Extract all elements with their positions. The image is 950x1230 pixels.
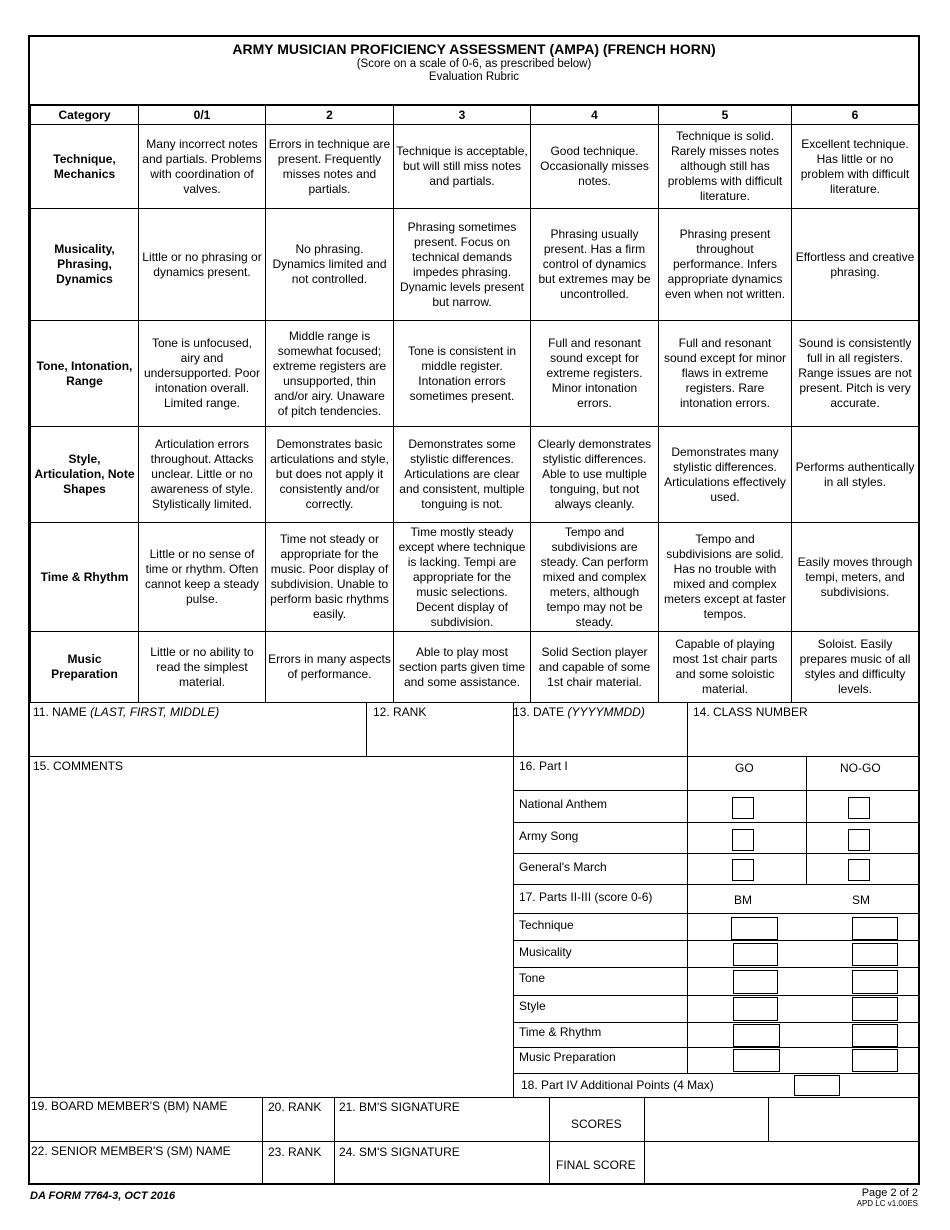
page-number: Page 2 of 2 <box>861 1187 918 1199</box>
divider <box>513 940 919 941</box>
sm-name-label: 22. SENIOR MEMBER'S (SM) NAME <box>31 1144 231 1158</box>
sm-name-input[interactable] <box>30 1159 260 1183</box>
rubric-cell: Demonstrates basic articulations and style, but does not apply it consistently and/or correctly. <box>266 427 394 523</box>
rubric-header-row <box>31 106 919 125</box>
divider <box>262 1097 263 1185</box>
divider <box>513 1047 919 1048</box>
divider <box>549 1097 550 1185</box>
table-row <box>31 125 919 209</box>
bm-score-style[interactable] <box>733 997 778 1021</box>
rubric-cell: Errors in technique are present. Frequently misses notes and partials. <box>266 125 394 209</box>
divider <box>29 756 919 757</box>
rubric-cell: Easily moves through tempi, meters, and subdivisions. <box>792 523 919 632</box>
table-row <box>31 632 919 703</box>
table-row <box>31 523 919 632</box>
nogo-header: NO-GO <box>840 761 881 775</box>
nogo-checkbox-national-anthem[interactable] <box>848 797 870 819</box>
rubric-cell: Time not steady or appropriate for the music. Poor display of subdivision. Unable to perform basic rhythms easily. <box>266 523 394 632</box>
divider <box>513 822 919 823</box>
rubric-cell: Soloist. Easily prepares music of all styles and difficulty levels. <box>792 632 919 703</box>
final-score-input[interactable] <box>646 1143 918 1183</box>
bm-score-total[interactable] <box>646 1099 767 1140</box>
rubric-cell: Able to play most section parts given time and some assistance. <box>394 632 531 703</box>
column-header: 6 <box>792 106 919 125</box>
divider <box>513 884 919 885</box>
divider <box>768 1097 769 1141</box>
bm-header: BM <box>734 893 752 907</box>
category-cell: Time & Rhythm <box>31 523 139 632</box>
form-header <box>30 37 918 105</box>
rubric-cell: Tempo and subdivisions are steady. Can perform mixed and complex meters, although tempo may not be steady. <box>531 523 659 632</box>
rubric-cell: Tone is unfocused, airy and undersupported. Poor intonation overall. Limited range. <box>139 321 266 427</box>
divider <box>513 853 919 854</box>
sm-signature-field[interactable] <box>336 1159 548 1183</box>
column-header: Category <box>31 106 139 125</box>
category-cell: Tone, Intonation, Range <box>31 321 139 427</box>
rubric-cell: Phrasing sometimes present. Focus on technical demands impedes phrasing. Dynamic levels present but narrow. <box>394 209 531 321</box>
name-hint: (LAST, FIRST, MIDDLE) <box>90 705 220 719</box>
parts23-item-style: Style <box>519 999 546 1013</box>
bm-score-time-rhythm[interactable] <box>733 1024 780 1047</box>
go-header: GO <box>735 761 754 775</box>
page-info <box>857 1187 918 1208</box>
rubric-cell: No phrasing. Dynamics limited and not controlled. <box>266 209 394 321</box>
sm-score-tone[interactable] <box>852 970 898 994</box>
sm-score-musicality[interactable] <box>852 943 898 966</box>
bm-rank-label: 20. RANK <box>268 1100 322 1114</box>
divider <box>29 1141 549 1142</box>
date-label: 13. DATE <box>513 705 565 719</box>
divider <box>513 1073 919 1074</box>
table-row <box>31 321 919 427</box>
nogo-checkbox-army-song[interactable] <box>848 829 870 851</box>
column-header: 5 <box>659 106 792 125</box>
rubric-cell: Solid Section player and capable of some 1st chair material. <box>531 632 659 703</box>
form-id: DA FORM 7764-3, OCT 2016 <box>30 1190 176 1202</box>
rubric-cell: Demonstrates many stylistic differences. Articulations effectively used. <box>659 427 792 523</box>
sm-rank-input[interactable] <box>264 1159 333 1183</box>
date-field-label <box>513 705 645 719</box>
rubric-cell: Little or no sense of time or rhythm. Often cannot keep a steady pulse. <box>139 523 266 632</box>
rubric-cell: Errors in many aspects of performance. <box>266 632 394 703</box>
go-checkbox-army-song[interactable] <box>732 829 754 851</box>
divider <box>366 703 367 757</box>
sm-score-total[interactable] <box>770 1099 918 1140</box>
rank-label: 12. RANK <box>373 705 427 719</box>
parts23-item-tone: Tone <box>519 971 546 985</box>
divider <box>334 1097 335 1185</box>
divider <box>687 703 688 1073</box>
category-cell: Style, Articulation, Note Shapes <box>31 427 139 523</box>
bm-score-music-preparation[interactable] <box>733 1049 780 1072</box>
name-label: 11. NAME <box>33 705 87 719</box>
name-field-label <box>33 705 219 719</box>
rubric-cell: Technique is solid. Rarely misses notes although still has problems with difficult literature. <box>659 125 792 209</box>
rubric-cell: Good technique. Occasionally misses notes. <box>531 125 659 209</box>
bm-name-label: 19. BOARD MEMBER'S (BM) NAME <box>31 1099 228 1113</box>
parts23-label: 17. Parts II-III (score 0-6) <box>519 890 653 904</box>
part1-item-national-anthem: National Anthem <box>519 797 608 811</box>
column-header: 0/1 <box>139 106 266 125</box>
rubric-cell: Phrasing usually present. Has a firm control of dynamics but extremes may be uncontrolled. <box>531 209 659 321</box>
rubric-cell: Sound is consistently full in all registers. Range issues are not present. Pitch is very accurate. <box>792 321 919 427</box>
date-input[interactable] <box>515 720 685 754</box>
final-score-label: FINAL SCORE <box>556 1158 636 1172</box>
rubric-cell: Technique is acceptable, but will still miss notes and partials. <box>394 125 531 209</box>
divider <box>29 1097 919 1098</box>
part4-points-input[interactable] <box>794 1075 840 1096</box>
rubric-cell: Excellent technique. Has little or no problem with difficult literature. <box>792 125 919 209</box>
bm-signature-label: 21. BM'S SIGNATURE <box>339 1100 460 1114</box>
part1-label: 16. Part I <box>519 759 568 773</box>
rubric-cell: Articulation errors throughout. Attacks unclear. Little or no awareness of style. Stylistically limited. <box>139 427 266 523</box>
rubric-cell: Full and resonant sound except for minor flaws in extreme registers. Rare intonation errors. <box>659 321 792 427</box>
form-version: APD LC v1.00ES <box>856 1199 918 1208</box>
category-cell: Technique, Mechanics <box>31 125 139 209</box>
sm-rank-label: 23. RANK <box>268 1145 322 1159</box>
rubric-cell: Effortless and creative phrasing. <box>792 209 919 321</box>
divider <box>513 967 919 968</box>
rubric-cell: Demonstrates some stylistic differences. Articulations are clear and consistent, multiple tonguing is not. <box>394 427 531 523</box>
go-checkbox-national-anthem[interactable] <box>732 797 754 819</box>
bm-score-tone[interactable] <box>733 970 778 994</box>
rubric-cell: Tone is consistent in middle register. Intonation errors sometimes present. <box>394 321 531 427</box>
class-number-input[interactable] <box>689 720 917 754</box>
rubric-cell: Time mostly steady except where technique is lacking. Tempi are appropriate for the music selections. Decent display of subdivision. <box>394 523 531 632</box>
rubric-table <box>30 105 919 703</box>
form-subtitle: (Score on a scale of 0-6, as prescribed below) <box>356 58 592 70</box>
name-input[interactable] <box>30 720 364 754</box>
sm-header: SM <box>852 893 870 907</box>
bm-score-musicality[interactable] <box>733 943 778 966</box>
sm-score-technique[interactable] <box>852 917 898 940</box>
comments-input[interactable] <box>30 775 510 1095</box>
divider <box>513 913 919 914</box>
rubric-cell: Full and resonant sound except for extreme registers. Minor intonation errors. <box>531 321 659 427</box>
go-checkbox-generals-march[interactable] <box>732 859 754 881</box>
rubric-cell: Tempo and subdivisions are solid. Has no trouble with mixed and complex meters except at faster tempos. <box>659 523 792 632</box>
divider <box>513 995 919 996</box>
parts23-item-music-preparation: Music Preparation <box>519 1050 616 1064</box>
table-row <box>31 209 919 321</box>
sm-score-style[interactable] <box>852 997 898 1021</box>
bm-name-input[interactable] <box>30 1114 260 1140</box>
column-header: 2 <box>266 106 394 125</box>
form-title: ARMY MUSICIAN PROFICIENCY ASSESSMENT (AMPA) (FRENCH HORN) <box>232 41 716 57</box>
divider <box>549 1141 919 1142</box>
divider <box>513 1022 919 1023</box>
rubric-cell: Performs authentically in all styles. <box>792 427 919 523</box>
comments-label: 15. COMMENTS <box>33 759 124 773</box>
class-number-label: 14. CLASS NUMBER <box>693 705 808 719</box>
bm-signature-field[interactable] <box>336 1114 548 1140</box>
sm-signature-label: 24. SM'S SIGNATURE <box>339 1145 460 1159</box>
category-cell: Music Preparation <box>31 632 139 703</box>
nogo-checkbox-generals-march[interactable] <box>848 859 870 881</box>
parts23-item-time-rhythm: Time & Rhythm <box>519 1025 602 1039</box>
bm-rank-input[interactable] <box>264 1114 333 1140</box>
sm-score-music-preparation[interactable] <box>852 1049 898 1072</box>
rubric-label: Evaluation Rubric <box>428 71 520 83</box>
column-header: 4 <box>531 106 659 125</box>
divider <box>644 1097 645 1185</box>
rubric-cell: Capable of playing most 1st chair parts and some soloistic material. <box>659 632 792 703</box>
part1-item-generals-march: General's March <box>519 860 607 874</box>
parts23-item-technique: Technique <box>519 918 574 932</box>
divider <box>806 757 807 884</box>
column-header: 3 <box>394 106 531 125</box>
rubric-cell: Middle range is somewhat focused; extreme registers are unsupported, thin and/or airy. Unaware of pitch tendencies. <box>266 321 394 427</box>
rubric-cell: Many incorrect notes and partials. Problems with coordination of valves. <box>139 125 266 209</box>
rubric-cell: Phrasing present throughout performance. Infers appropriate dynamics even when not written. <box>659 209 792 321</box>
divider <box>513 703 514 1098</box>
rubric-cell: Clearly demonstrates stylistic differences. Able to use multiple tonguing, but not always cleanly. <box>531 427 659 523</box>
rubric-cell: Little or no ability to read the simplest material. <box>139 632 266 703</box>
divider <box>513 790 919 791</box>
table-row <box>31 427 919 523</box>
scores-label: SCORES <box>571 1117 622 1131</box>
sm-score-time-rhythm[interactable] <box>852 1024 898 1047</box>
part1-item-army-song: Army Song <box>519 829 579 843</box>
category-cell: Musicality, Phrasing, Dynamics <box>31 209 139 321</box>
bm-score-technique[interactable] <box>731 917 778 940</box>
rubric-cell: Little or no phrasing or dynamics present. <box>139 209 266 321</box>
part4-label: 18. Part IV Additional Points (4 Max) <box>521 1078 714 1092</box>
rank-input[interactable] <box>368 720 511 754</box>
parts23-item-musicality: Musicality <box>519 945 572 959</box>
date-hint: (YYYYMMDD) <box>567 705 645 719</box>
